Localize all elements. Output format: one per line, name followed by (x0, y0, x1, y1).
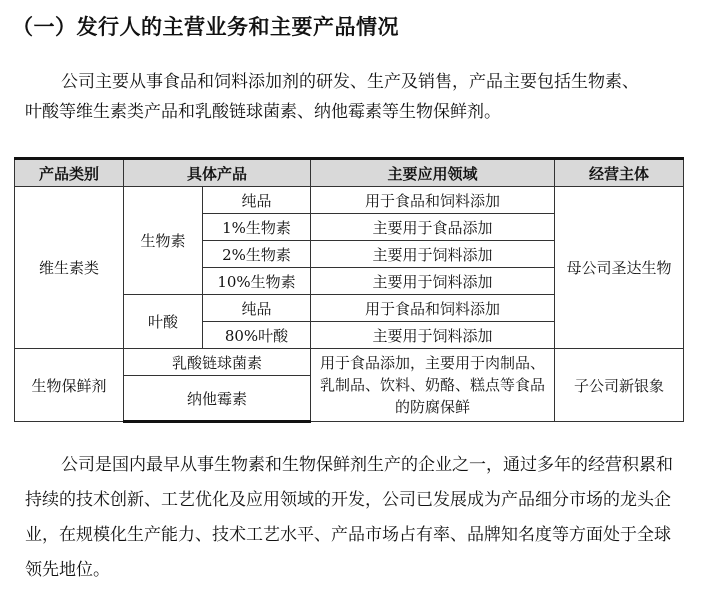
spec-cell: 1%生物素 (203, 214, 311, 241)
intro-line-2: 叶酸等维生素类产品和乳酸链球菌素、纳他霉素等生物保鲜剂。 (25, 102, 501, 122)
header-category: 产品类别 (15, 159, 124, 187)
usage-cell: 主要用于饲料添加 (311, 268, 555, 295)
header-usage: 主要应用领域 (311, 159, 555, 187)
table-row (15, 187, 684, 214)
spec-cell: 10%生物素 (203, 268, 311, 295)
category-preservative: 生物保鲜剂 (15, 349, 124, 422)
table-row (15, 349, 684, 376)
product-biotin: 生物素 (124, 187, 203, 295)
table-header-row (15, 159, 684, 187)
usage-cell: 主要用于食品添加 (311, 214, 555, 241)
entity-parent: 母公司圣达生物 (555, 187, 684, 349)
intro-line-1: 公司主要从事食品和饲料添加剂的研发、生产及销售，产品主要包括生物素、 (61, 72, 639, 92)
header-product: 具体产品 (124, 159, 311, 187)
section-heading: （一）发行人的主营业务和主要产品情况 (12, 15, 399, 39)
header-entity: 经营主体 (555, 159, 684, 187)
usage-cell: 用于食品和饲料添加 (311, 187, 555, 214)
intro-paragraph (25, 67, 687, 127)
product-natamycin: 纳他霉素 (124, 376, 311, 422)
spec-cell: 80%叶酸 (203, 322, 311, 349)
spec-cell: 纯品 (203, 187, 311, 214)
usage-cell: 用于食品和饲料添加 (311, 295, 555, 322)
usage-cell: 主要用于饲料添加 (311, 322, 555, 349)
usage-cell: 主要用于饲料添加 (311, 241, 555, 268)
product-folic: 叶酸 (124, 295, 203, 349)
spec-cell: 2%生物素 (203, 241, 311, 268)
usage-preservative: 用于食品添加，主要用于肉制品、乳制品、饮料、奶酪、糕点等食品的防腐保鲜 (311, 349, 555, 422)
entity-subsidiary: 子公司新银象 (555, 349, 684, 422)
category-vitamin: 维生素类 (15, 187, 124, 349)
product-table (14, 157, 684, 423)
closing-text: 公司是国内最早从事生物素和生物保鲜剂生产的企业之一，通过多年的经营积累和持续的技术创新、工艺优化及应用领域的开发，公司已发展成为产品细分市场的龙头企业，在规模化生产能力、技术工艺水平、产品市场占有率、品牌知名度等方面处于全球领先地位。 (25, 455, 673, 580)
spec-cell: 纯品 (203, 295, 311, 322)
product-nisin: 乳酸链球菌素 (124, 349, 311, 376)
closing-paragraph (25, 448, 687, 588)
